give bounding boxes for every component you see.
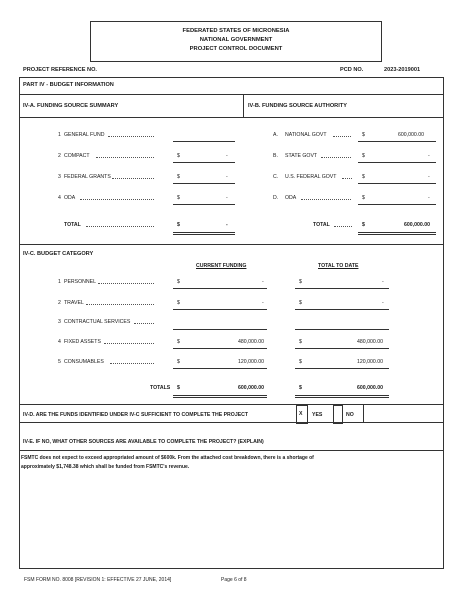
funding-label: COMPACT — [64, 153, 90, 159]
budget-num: 5 — [58, 359, 61, 365]
authority-label: ODA — [285, 195, 297, 201]
funding-value: - — [226, 174, 228, 180]
budget-v2: - — [382, 279, 384, 285]
budget-v1: 480,000.00 — [238, 339, 264, 345]
authority-label: U.S. FEDERAL GOVT — [285, 174, 337, 180]
budget-totals-cur2: $ — [299, 385, 302, 391]
authority-letter: D. — [273, 195, 279, 201]
budget-cur1: $ — [177, 300, 180, 306]
authority-value: - — [428, 174, 430, 180]
authority-label: STATE GOVT — [285, 153, 318, 159]
budget-v1: 120,000.00 — [238, 359, 264, 365]
budget-totals-v1: 600,000.00 — [238, 385, 264, 391]
funding-value-box — [173, 131, 235, 142]
funding-num: 3 — [58, 174, 61, 180]
authority-total-value: 600,000.00 — [404, 222, 430, 228]
authority-value: 600,000.00 — [398, 132, 424, 138]
funding-num: 2 — [58, 153, 61, 159]
budget-v2: 120,000.00 — [357, 359, 383, 365]
ive-question: IV-E. IF NO, WHAT OTHER SOURCES ARE AVAILABLE TO COMPLETE THE PROJECT? (EXPLAIN) — [23, 439, 264, 445]
header-line-1: FEDERATED STATES OF MICRONESIA — [182, 28, 290, 34]
header-line-3: PROJECT CONTROL DOCUMENT — [189, 46, 283, 52]
budget-v2: 480,000.00 — [357, 339, 383, 345]
budget-label: FIXED ASSETS — [64, 339, 101, 345]
budget-cur2: $ — [299, 339, 302, 345]
authority-currency: $ — [362, 174, 365, 180]
authority-value: - — [428, 153, 430, 159]
ivc-title: IV-C. BUDGET CATEGORY — [23, 251, 94, 257]
authority-letter: C. — [273, 174, 279, 180]
pcd-value: 2023-2019001 — [384, 67, 421, 73]
funding-total-currency: $ — [177, 222, 180, 228]
ivb-title: IV-B. FUNDING SOURCE AUTHORITY — [248, 103, 347, 109]
no-label: NO — [346, 412, 354, 418]
budget-num: 1 — [58, 279, 61, 285]
authority-value: - — [428, 195, 430, 201]
funding-label: GENERAL FUND — [64, 132, 105, 138]
budget-label: CONSUMABLES — [64, 359, 104, 365]
funding-num: 4 — [58, 195, 61, 201]
authority-currency: $ — [362, 195, 365, 201]
iva-title: IV-A. FUNDING SOURCE SUMMARY — [23, 103, 119, 109]
budget-v1: - — [262, 300, 264, 306]
budget-num: 2 — [58, 300, 61, 306]
header-line-2: NATIONAL GOVERNMENT — [199, 37, 273, 43]
budget-totals-cur1: $ — [177, 385, 180, 391]
authority-total-currency: $ — [362, 222, 365, 228]
budget-cur2: $ — [299, 300, 302, 306]
funding-currency: $ — [177, 174, 180, 180]
footer-form-number: FSM FORM NO. 8008 [REVISION 1: EFFECTIVE 27 JUNE, 2014] — [24, 577, 172, 583]
budget-cur2: $ — [299, 359, 302, 365]
funding-label: FEDERAL GRANTS — [64, 174, 111, 180]
funding-num: 1 — [58, 132, 61, 138]
ive-answer-line-2: approximately $1,748.38 which shall be funded from FSMTC's revenue. — [21, 464, 190, 470]
document-header — [90, 21, 382, 62]
ivd-question: IV-D. ARE THE FUNDS IDENTIFIED UNDER IV-C SUFFICIENT TO COMPLETE THE PROJECT — [23, 412, 249, 418]
budget-cur2: $ — [299, 279, 302, 285]
funding-total-value: - — [226, 222, 228, 228]
authority-currency: $ — [362, 153, 365, 159]
budget-v2: - — [382, 300, 384, 306]
yes-label: YES — [312, 412, 323, 418]
authority-label: NATIONAL GOVT — [285, 132, 327, 138]
authority-total-label: TOTAL — [313, 222, 330, 228]
authority-currency: $ — [362, 132, 365, 138]
ive-answer-line-1: FSMTC does not expect to exceed appropriated amount of $600k. From the attached cost breakdown, there is a shortage of — [21, 455, 314, 461]
funding-total-label: TOTAL — [64, 222, 81, 228]
pcd-label: PCD NO. — [340, 67, 364, 73]
funding-label: ODA — [64, 195, 76, 201]
funding-value: - — [226, 153, 228, 159]
funding-currency: $ — [177, 153, 180, 159]
budget-num: 4 — [58, 339, 61, 345]
budget-cur1: $ — [177, 359, 180, 365]
budget-label: CONTRACTUAL SERVICES — [64, 319, 131, 325]
total-to-date-header: TOTAL TO DATE — [318, 263, 359, 269]
footer-page-number: Page 6 of 8 — [221, 577, 247, 583]
authority-letter: B. — [273, 153, 278, 159]
budget-label: PERSONNEL — [64, 279, 96, 285]
budget-totals-v2: 600,000.00 — [357, 385, 383, 391]
part4-title: PART IV - BUDGET INFORMATION — [23, 82, 114, 88]
funding-currency: $ — [177, 195, 180, 201]
budget-cur1: $ — [177, 339, 180, 345]
budget-label: TRAVEL — [64, 300, 84, 306]
authority-letter: A. — [273, 132, 278, 138]
budget-num: 3 — [58, 319, 61, 325]
budget-cur1: $ — [177, 279, 180, 285]
yes-check-mark: X — [299, 411, 303, 417]
funding-value: - — [226, 195, 228, 201]
project-reference-label: PROJECT REFERENCE NO. — [23, 67, 97, 73]
budget-v1: - — [262, 279, 264, 285]
budget-totals-label: TOTALS — [150, 385, 171, 391]
current-funding-header: CURRENT FUNDING — [196, 263, 247, 269]
